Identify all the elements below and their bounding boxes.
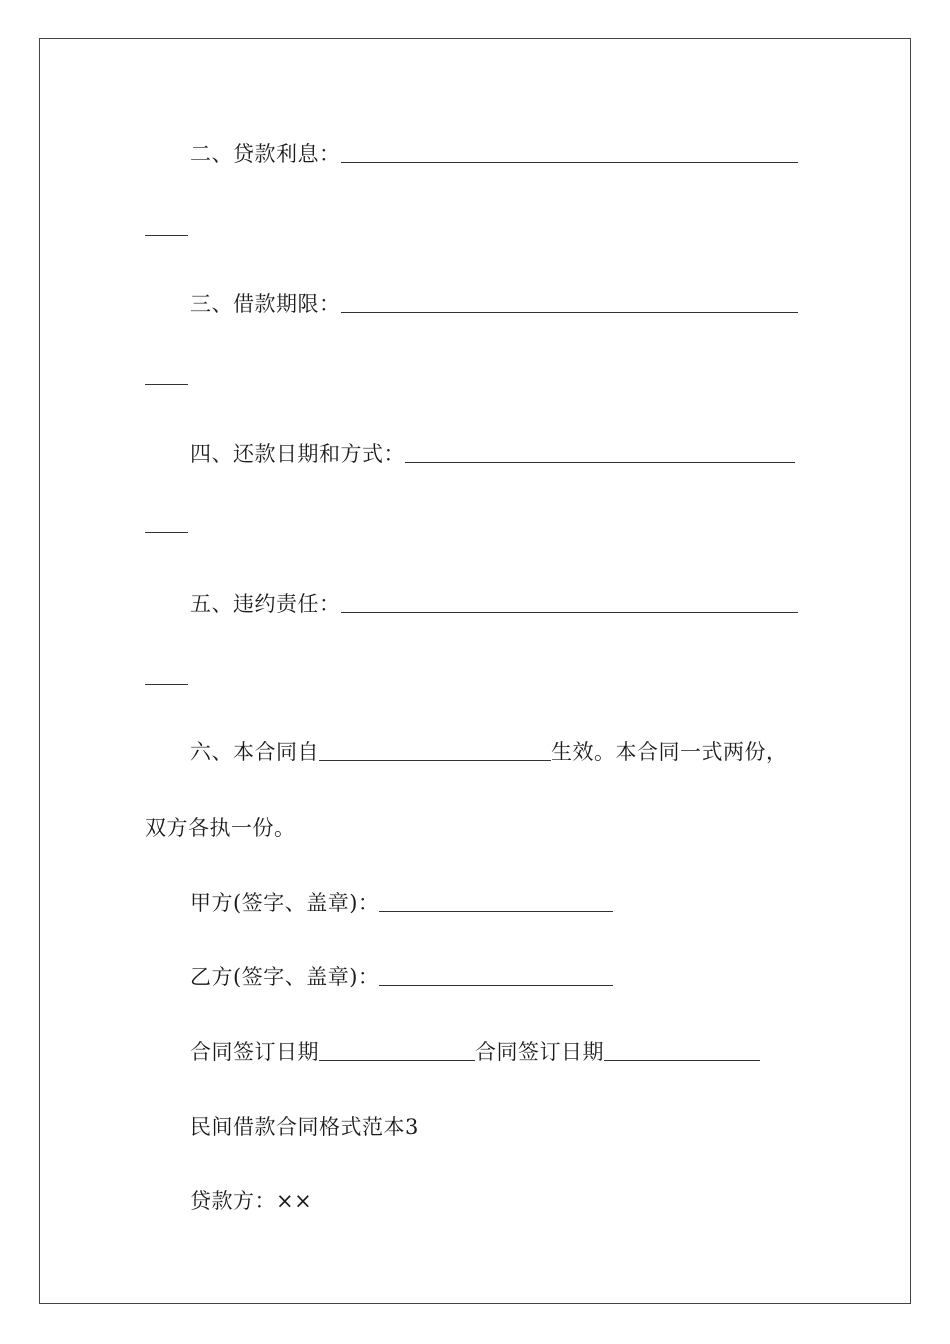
clause-term-blank[interactable] <box>341 311 798 313</box>
party-b-signature-blank[interactable] <box>379 984 613 986</box>
clause-interest-label: 二、贷款利息： <box>190 142 341 166</box>
clause-liability-label: 五、违约责任： <box>190 592 341 616</box>
clause-interest <box>190 135 798 165</box>
lender-line-text: 贷款方：×× <box>190 1189 313 1213</box>
party-a-label: 甲方(签字、盖章)： <box>190 891 380 915</box>
clause-repayment-blank[interactable] <box>405 461 795 463</box>
clause-repayment-blank-tail <box>145 532 188 533</box>
clause-repayment-label: 四、还款日期和方式： <box>190 442 405 466</box>
sign-date-label-2: 合同签订日期 <box>475 1040 604 1064</box>
clause-effective-continuation-text: 双方各执一份。 <box>145 816 296 840</box>
clause-effective-continuation <box>145 809 296 839</box>
party-b-label: 乙方(签字、盖章)： <box>190 965 380 989</box>
sign-dates <box>190 1033 760 1063</box>
sign-date-blank-2[interactable] <box>604 1059 760 1061</box>
clause-liability <box>190 585 798 615</box>
clause-effective-date-blank[interactable] <box>319 759 551 761</box>
clause-repayment <box>190 435 795 465</box>
lender-line <box>190 1182 312 1212</box>
page-frame <box>39 38 911 1304</box>
party-a-signature-blank[interactable] <box>379 910 613 912</box>
clause-effective-prefix: 六、本合同自 <box>190 740 319 764</box>
clause-interest-blank-tail <box>145 235 188 236</box>
section-title <box>190 1108 419 1138</box>
sign-date-label-1: 合同签订日期 <box>190 1040 319 1064</box>
party-a-signature <box>190 884 613 914</box>
sign-date-blank-1[interactable] <box>319 1059 475 1061</box>
clause-effective-suffix: 生效。本合同一式两份， <box>551 740 788 764</box>
clause-interest-blank[interactable] <box>341 161 798 163</box>
clause-liability-blank-tail <box>145 684 188 685</box>
clause-effective <box>190 733 788 763</box>
party-b-signature <box>190 958 613 988</box>
section-title-text: 民间借款合同格式范本3 <box>190 1115 419 1139</box>
clause-term-label: 三、借款期限： <box>190 292 341 316</box>
clause-liability-blank[interactable] <box>341 611 798 613</box>
clause-term-blank-tail <box>145 384 188 385</box>
clause-term <box>190 285 798 315</box>
